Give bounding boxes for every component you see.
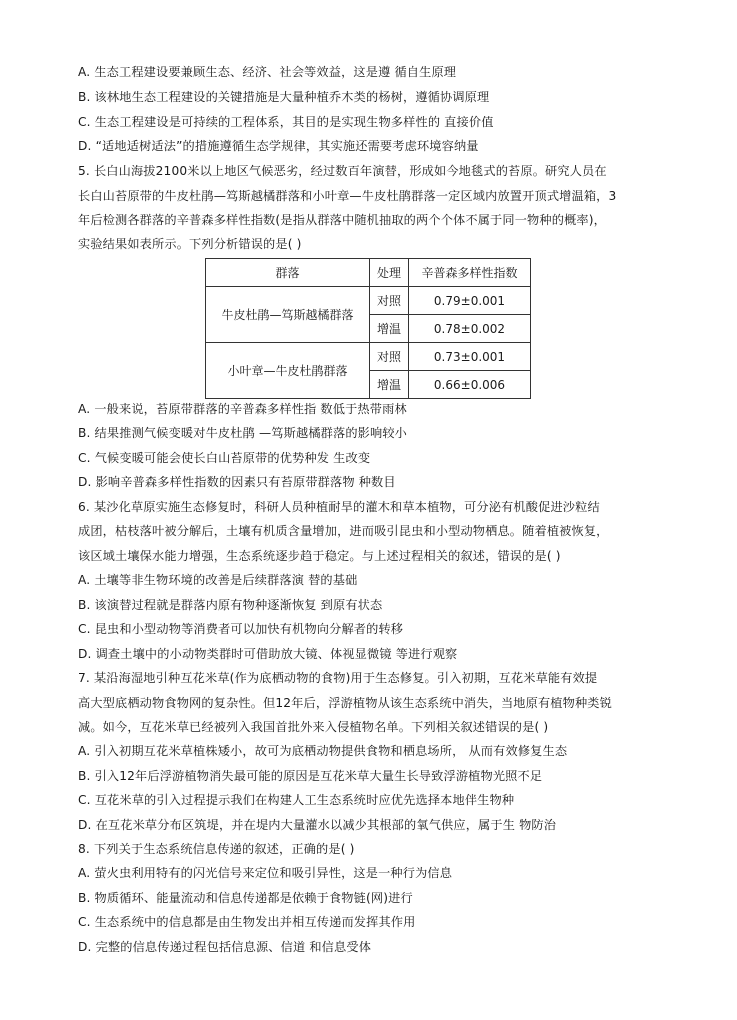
q7-stem-line-3: 减。如今，互花米草已经被列入我国首批外来入侵植物名单。下列相关叙述错误的是( ) (78, 720, 549, 734)
q8-option-c: C. 生态系统中的信息都是由生物发出并相互传递而发挥其作用 (78, 915, 416, 929)
treatment-cell: 对照 (370, 287, 409, 315)
header-community: 群落 (206, 259, 370, 287)
index-cell: 0.73±0.001 (409, 343, 531, 371)
q5-data-table (205, 258, 531, 399)
q5-option-c: C. 气候变暖可能会使长白山苔原带的优势种发 生改变 (78, 451, 371, 465)
q4-option-a: A. 生态工程建设要兼顾生态、经济、社会等效益，这是遵 循自生原理 (78, 65, 457, 79)
q4-option-b: B. 该林地生态工程建设的关键措施是大量种植乔木类的杨树，遵循协调原理 (78, 90, 490, 104)
table-row (206, 287, 531, 315)
treatment-cell: 增温 (370, 315, 409, 343)
q6-option-c: C. 昆虫和小型动物等消费者可以加快有机物向分解者的转移 (78, 622, 404, 636)
q6-stem-line-1: 6. 某沙化草原实施生态修复时，科研人员种植耐旱的灌木和草本植物，可分泌有机酸促进沙粒结 (78, 500, 600, 514)
treatment-cell: 对照 (370, 343, 409, 371)
q7-option-a: A. 引入初期互花米草植株矮小，故可为底栖动物提供食物和栖息场所， 从而有效修复生态 (78, 744, 568, 758)
index-cell: 0.78±0.002 (409, 315, 531, 343)
q7-option-c: C. 互花米草的引入过程提示我们在构建人工生态系统时应优先选择本地伴生物种 (78, 793, 515, 807)
treatment-cell: 增温 (370, 371, 409, 399)
q5-stem-line-2: 长白山苔原带的牛皮杜鹃—笃斯越橘群落和小叶章—牛皮杜鹃群落一定区域内放置开顶式增温箱，3 (78, 189, 617, 203)
q7-option-b: B. 引入12年后浮游植物消失最可能的原因是互花米草大量生长导致浮游植物光照不足 (78, 769, 543, 783)
q6-option-d: D. 调查土壤中的小动物类群时可借助放大镜、体视显微镜 等进行观察 (78, 647, 458, 661)
q5-option-a: A. 一般来说，苔原带群落的辛普森多样性指 数低于热带雨林 (78, 402, 407, 416)
table-header-row (206, 259, 531, 287)
header-simpson-index: 辛普森多样性指数 (409, 259, 531, 287)
q5-option-d: D. 影响辛普森多样性指数的因素只有苔原带群落物 种数目 (78, 475, 396, 489)
q6-option-a: A. 土壤等非生物环境的改善是后续群落演 替的基础 (78, 573, 358, 587)
q7-stem-line-2: 高大型底栖动物食物网的复杂性。但12年后，浮游植物从该生态系统中消失，当地原有植物种类锐 (78, 696, 612, 710)
q6-stem-line-2: 成团，枯枝落叶被分解后，土壤有机质含量增加，进而吸引昆虫和小型动物栖息。随着植被恢复， (78, 524, 609, 538)
q5-stem-line-1: 5. 长白山海拔2100米以上地区气候恶劣，经过数百年演替，形成如今地毯式的苔原。研究人员在 (78, 164, 607, 178)
community-cell: 牛皮杜鹃—笃斯越橘群落 (206, 287, 370, 343)
q7-stem-line-1: 7. 某沿海湿地引种互花米草(作为底栖动物的食物)用于生态修复。引入初期，互花米草能有效提 (78, 671, 598, 685)
q6-stem-line-3: 该区域土壤保水能力增强，生态系统逐步趋于稳定。与上述过程相关的叙述，错误的是( ) (78, 549, 561, 563)
q8-option-b: B. 物质循环、能量流动和信息传递都是依赖于食物链(网)进行 (78, 891, 413, 905)
index-cell: 0.66±0.006 (409, 371, 531, 399)
table-row (206, 343, 531, 371)
q4-option-c: C. 生态工程建设是可持续的工程体系，其目的是实现生物多样性的 直接价值 (78, 115, 494, 129)
q7-option-d: D. 在互花米草分布区筑堤，并在堤内大量灌水以减少其根部的氧气供应，属于生 物防治 (78, 818, 557, 832)
q8-option-a: A. 萤火虫利用特有的闪光信号来定位和吸引异性，这是一种行为信息 (78, 866, 453, 880)
header-treatment: 处理 (370, 259, 409, 287)
q5-option-b: B. 结果推测气候变暖对牛皮杜鹃 —笃斯越橘群落的影响较小 (78, 426, 408, 440)
q6-option-b: B. 该演替过程就是群落内原有物种逐渐恢复 到原有状态 (78, 598, 383, 612)
q5-stem-line-3: 年后检测各群落的辛普森多样性指数(是指从群落中随机抽取的两个个体不属于同一物种的概率)， (78, 213, 606, 227)
q8-stem: 8. 下列关于生态系统信息传递的叙述，正确的是( ) (78, 842, 355, 856)
q4-option-d: D. “适地适树适法”的措施遵循生态学规律，其实施还需要考虑环境容纳量 (78, 139, 479, 153)
index-cell: 0.79±0.001 (409, 287, 531, 315)
q8-option-d: D. 完整的信息传递过程包括信息源、信道 和信息受体 (78, 940, 372, 954)
community-cell: 小叶章—牛皮杜鹃群落 (206, 343, 370, 399)
q5-stem-line-4: 实验结果如表所示。下列分析错误的是( ) (78, 237, 302, 251)
